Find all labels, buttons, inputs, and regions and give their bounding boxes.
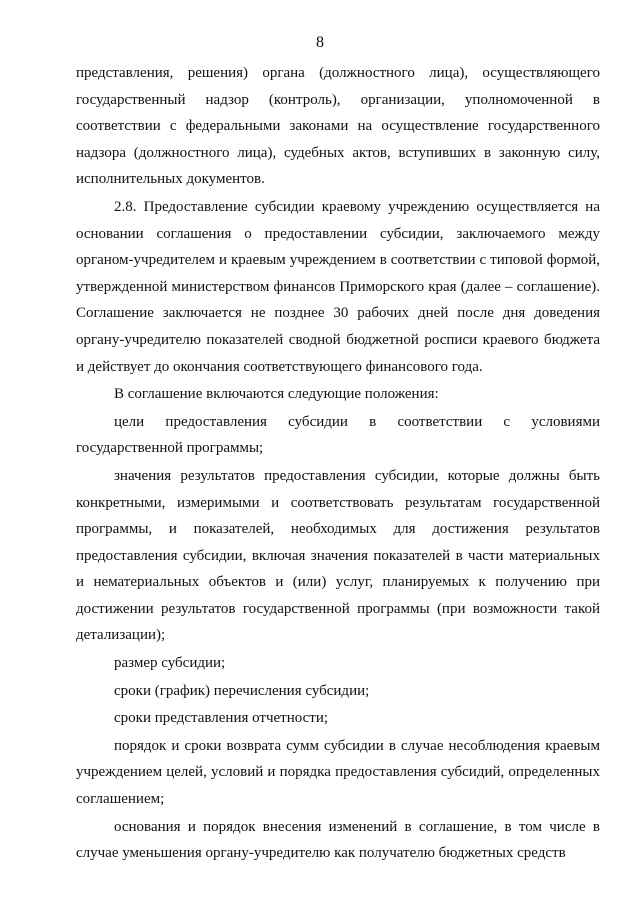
paragraph: основания и порядок внесения изменений в соглашение, в том числе в случае уменьшения органу-учредителю как получателю бюджетных средств <box>76 818 600 862</box>
paragraph: цели предоставления субсидии в соответствии с условиями государственной программы; <box>76 413 600 457</box>
page-number: 8 <box>316 34 324 51</box>
document-body <box>76 60 600 867</box>
paragraph: сроки (график) перечисления субсидии; <box>114 682 370 699</box>
paragraph: В соглашение включаются следующие положения: <box>114 386 439 403</box>
paragraph: порядок и сроки возврата сумм субсидии в случае несоблюдения краевым учреждением целей, условий и порядка предоставления субсидий, определенных соглашением; <box>76 737 600 808</box>
paragraph: сроки представления отчетности; <box>114 710 329 727</box>
paragraph: значения результатов предоставления субсидии, которые должны быть конкретными, измеримыми и соответствовать результатам государственной программы, и показателей, необходимых для достижения результатов предоставления субсидии, включая значения показателей в части материальных и нематериальных объектов и (или) услуг, планируемых к получению при достижении результатов государственной программы (при возможности такой детализации); <box>76 467 600 644</box>
paragraph: 2.8. Предоставление субсидии краевому учреждению осуществляется на основании соглашения о предоставлении субсидии, заключаемого между органом-учредителем и краевым учреждением в соответствии с типовой формой, утвержденной министерством финансов Приморского края (далее – соглашение). Соглашение заключается не позднее 30 рабочих дней после дня доведения органу-учредителю показателей сводной бюджетной росписи краевого бюджета и действует до окончания соответствующего финансового года. <box>76 198 600 375</box>
paragraph: размер субсидии; <box>114 655 226 672</box>
paragraph: представления, решения) органа (должностного лица), осуществляющего государственный надзор (контроль), организации, уполномоченной в соответствии с федеральными законами на осуществление государственного надзора (должностного лица), судебных актов, вступивших в законную силу, исполнительных документов. <box>76 65 600 188</box>
